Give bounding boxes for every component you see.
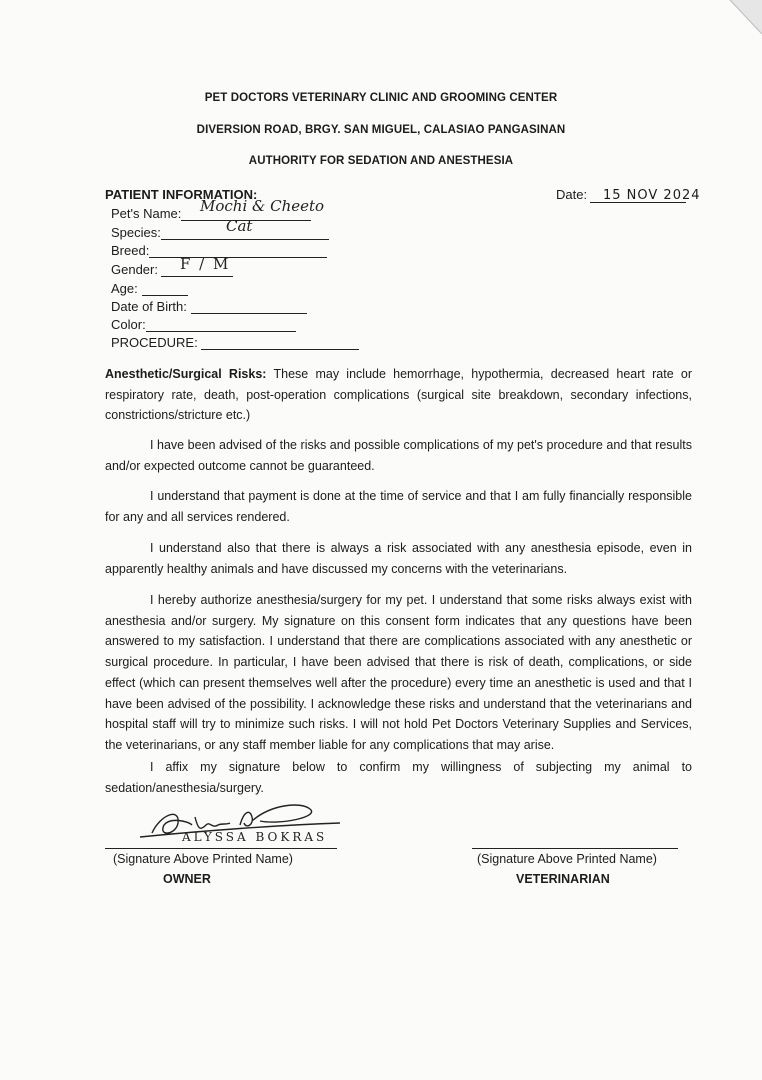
dob-field[interactable] (111, 299, 307, 314)
folded-corner (722, 0, 762, 40)
species-value: Cat (226, 217, 253, 235)
patient-info-title: PATIENT INFORMATION: (105, 187, 258, 202)
vet-signature-line (472, 848, 678, 849)
form-title: AUTHORITY FOR SEDATION AND ANESTHESIA (248, 155, 514, 167)
owner-role: OWNER (163, 872, 211, 886)
age-field[interactable] (111, 281, 188, 296)
age-label: Age: (111, 281, 138, 296)
gender-value: F / M (180, 255, 231, 273)
paragraph-payment: I understand that payment is done at the time of service and that I am fully financially responsible for any and all services rendered. (105, 489, 692, 524)
pets-name-value: Mochi & Cheeto (200, 197, 325, 215)
owner-printed-name: ALYSSA BOKRAS (182, 830, 328, 844)
owner-signature-caption: (Signature Above Printed Name) (113, 852, 293, 866)
species-label: Species: (111, 225, 161, 240)
pets-name-label: Pet's Name: (111, 206, 182, 221)
procedure-label: PROCEDURE: (111, 335, 198, 350)
breed-label: Breed: (111, 243, 150, 258)
risks-paragraph (105, 364, 692, 426)
date-stamp: 15 NOV 2024 (603, 188, 701, 203)
gender-label: Gender: (111, 262, 158, 277)
paragraph-risk-anesthesia: I understand also that there is always a risk associated with any anesthesia episode, even in apparently healthy animals and have discussed my concerns with the veterinarians. (105, 541, 692, 576)
clinic-name: PET DOCTORS VETERINARY CLINIC AND GROOMING CENTER (204, 92, 558, 104)
procedure-field[interactable] (111, 335, 359, 350)
owner-signature (140, 795, 350, 855)
vet-signature-caption: (Signature Above Printed Name) (477, 852, 657, 866)
date-label: Date: (556, 187, 588, 202)
paragraph-affix-signature: I affix my signature below to confirm my willingness of subjecting my animal to sedation/anesthesia/surgery. (105, 760, 692, 795)
species-field[interactable] (111, 225, 329, 240)
risks-label: Anesthetic/Surgical Risks: (105, 367, 267, 381)
risks-text: These may include hemorrhage, hypothermia, decreased heart rate or respiratory rate, death, post-operation complications (surgical site breakdown, secondary infections, constrictions/stricture etc.) (105, 367, 692, 423)
vet-role: VETERINARIAN (516, 872, 610, 886)
paragraph-advised: I have been advised of the risks and possible complications of my pet's procedure and that results and/or expected outcome cannot be guaranteed. (105, 438, 692, 473)
owner-signature-line (105, 848, 337, 849)
color-label: Color: (111, 317, 146, 332)
clinic-address: DIVERSION ROAD, BRGY. SAN MIGUEL, CALASIAO PANGASINAN (196, 124, 566, 136)
paragraph-authorization: I hereby authorize anesthesia/surgery for my pet. I understand that some risks always exist with anesthesia and/or surgery. My signature on this consent form indicates that any questions have been answered to my satisfaction. I understand that there are complications associated with any anesthetic or surgical procedure. In particular, I have been advised that there is risk of death, complications, or side effect (which can present themselves well after the procedure) every time an anesthetic is used and that I have been advised of the possibility. I acknowledge these risks and understand that the veterinarians and hospital staff will try to minimize such risks. I will not hold Pet Doctors Veterinary Supplies and Services, the veterinarians, or any staff member liable for any complications that may arise. (105, 593, 692, 752)
color-field[interactable] (111, 317, 296, 332)
dob-label: Date of Birth: (111, 299, 187, 314)
